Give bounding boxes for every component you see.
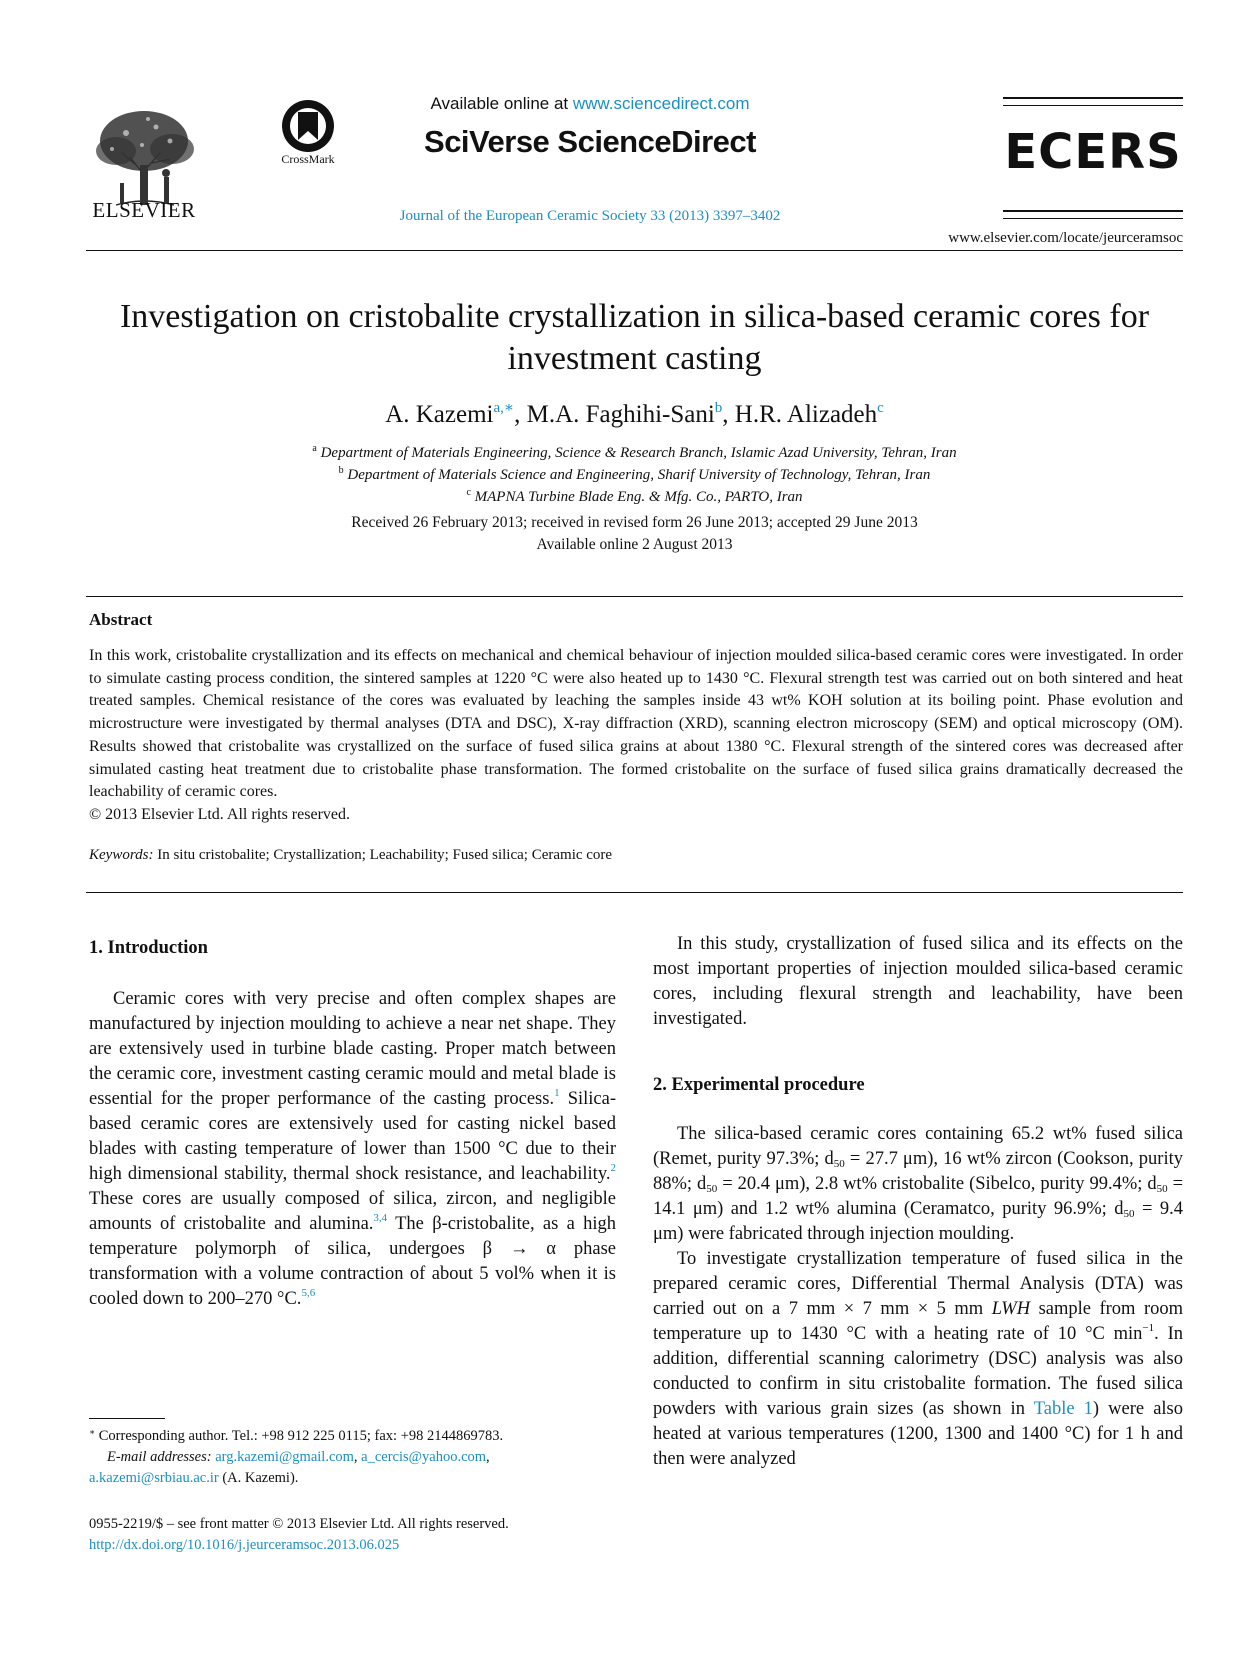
intro-paragraph-2: In this study, crystallization of fused silica and its effects on the most important properties of injection moulded silica-based ceramic cores, including flexural strength and leachability, have been investigated. xyxy=(653,934,1183,1029)
affiliation-mark: c xyxy=(466,487,471,498)
affiliation-text: Department of Materials Engineering, Science & Research Branch, Islamic Azad University, Tehran, Iran xyxy=(320,445,957,461)
section-heading-experimental: 2. Experimental procedure xyxy=(653,1075,865,1095)
text-run: ) were also heated at various temperatures (1200, 1300 and 1400 °C) for 1 h and then were analyzed xyxy=(653,1399,1183,1469)
header-divider xyxy=(86,250,1183,251)
text-run: The β-cristobalite, as a high temperature polymorph of silica, undergoes β → α phase transformation with a volume contraction of about 5 vol% when it is cooled down to 200–270 °C. xyxy=(89,1214,616,1309)
text-run: sample from room temperature up to 1430 °C with a heating rate of 10 °C min xyxy=(653,1299,1184,1344)
text-run: = 14.1 μm) and 1.2 wt% alumina (Ceramatco, purity 96.9%; d xyxy=(653,1174,1183,1219)
text-run: = 20.4 μm), 2.8 wt% cristobalite (Sibelco, purity 99.4%; d xyxy=(717,1174,1157,1194)
author-separator: , xyxy=(514,401,527,428)
author-affiliation-mark[interactable]: b xyxy=(714,400,723,416)
available-online-date: Available online 2 August 2013 xyxy=(536,536,733,553)
experimental-body xyxy=(653,1122,1183,1472)
experimental-paragraph-2 xyxy=(653,1247,1183,1472)
article-title xyxy=(86,296,1183,380)
reference-link[interactable]: 2 xyxy=(610,1162,616,1174)
text-run-italic: LWH xyxy=(991,1299,1031,1319)
ecers-rule-bottom xyxy=(1003,210,1183,219)
email-link[interactable]: a.kazemi@srbiau.ac.ir xyxy=(89,1470,219,1486)
abstract-text: In this work, cristobalite crystallization and its effects on mechanical and chemical behaviour of injection moulded silica-based ceramic cores were investigated. In order to simulate casting process condition, the sintered samples at 1220 °C were also heated up to 1430 °C. Flexural strength test was carried out on both sintered and heat treated samples. Chemical resistance of the cores was evaluated by leaching the samples inside 43 wt% KOH solution at its boiling point. Phase evolution and microstructure were investigated by thermal analyses (DTA and DSC), X-ray diffraction (XRD), scanning electron microscopy (SEM) and optical microscopy (OM). Results showed that cristobalite was crystallized on the surface of fused silica grains at about 1380 °C. Flexural strength of the sintered cores was decreased after simulated casting heat treatment due to cristobalite phase transformation. The formed cristobalite on the surface of fused silica grains dramatically decreased the leachability of ceramic cores. xyxy=(89,647,1183,801)
title-line-1: Investigation on cristobalite crystallization in silica-based ceramic cores for xyxy=(119,298,1150,335)
affiliation-b xyxy=(86,465,1183,484)
introduction-body xyxy=(89,987,616,1312)
keywords-label: Keywords: xyxy=(89,847,154,863)
author-affiliation-mark[interactable]: c xyxy=(877,400,884,416)
footnote-rule xyxy=(89,1418,165,1419)
issn-line: 0955-2219/$ – see front matter © 2013 Elsevier Ltd. All rights reserved. xyxy=(89,1516,509,1532)
crossmark-label: CrossMark xyxy=(281,152,335,166)
email-label: E-mail addresses: xyxy=(107,1449,212,1465)
journal-citation-link[interactable]: Journal of the European Ceramic Society 33 (2013) 3397–3402 xyxy=(399,208,781,224)
keywords-line xyxy=(89,847,1183,864)
abstract-bottom-rule xyxy=(86,892,1183,893)
sciencedirect-link[interactable]: www.sciencedirect.com xyxy=(572,94,750,113)
crossmark-icon[interactable] xyxy=(280,98,336,154)
footnote-line xyxy=(89,1426,629,1447)
subscript: 50 xyxy=(706,1183,718,1195)
email-line xyxy=(89,1468,629,1489)
available-online-line xyxy=(380,94,800,114)
author-list xyxy=(86,398,1183,429)
author-name: M.A. Faghihi-Sani xyxy=(526,401,715,428)
available-prefix: Available online at xyxy=(430,94,573,113)
email-link[interactable]: a_cercis@yahoo.com xyxy=(361,1449,487,1465)
reference-link[interactable]: 3,4 xyxy=(373,1212,388,1224)
ecers-rule-top xyxy=(1003,97,1183,106)
email-owner: (A. Kazemi). xyxy=(218,1470,299,1486)
reference-link[interactable]: 5,6 xyxy=(301,1287,316,1299)
subscript: 50 xyxy=(833,1158,845,1170)
affiliation-c xyxy=(86,487,1183,506)
abstract-heading: Abstract xyxy=(89,610,153,629)
intro-paragraph xyxy=(89,987,616,1312)
text-run: Ceramic cores with very precise and often complex shapes are manufactured by injection moulding to achieve a near net shape. They are extensively used in turbine blade casting. Proper match between the ceramic core, investment casting ceramic mould and metal blade is essential for the proper performance of the casting process. xyxy=(89,989,616,1109)
email-link[interactable]: arg.kazemi@gmail.com xyxy=(215,1449,354,1465)
experimental-paragraph-1 xyxy=(653,1122,1183,1247)
journal-homepage-url[interactable]: www.elsevier.com/locate/jeurceramsoc xyxy=(948,230,1183,246)
subscript: 50 xyxy=(1123,1208,1135,1220)
table-1-link[interactable]: Table 1 xyxy=(1033,1399,1093,1419)
introduction-continued xyxy=(653,932,1183,1032)
elsevier-wordmark: ELSEVIER xyxy=(92,198,196,222)
affiliation-mark: a xyxy=(312,443,317,454)
footnote-text: Corresponding author. Tel.: +98 912 225 0115; fax: +98 2144869783. xyxy=(95,1428,504,1444)
text-run: = 27.7 μm), 16 wt% zircon (Cookson, purity 88%; d xyxy=(653,1149,1183,1194)
author-separator: , xyxy=(722,401,735,428)
section-heading-introduction: 1. Introduction xyxy=(89,938,208,958)
text-run: To investigate crystallization temperature of fused silica in the prepared ceramic cores, Differential Thermal Analysis (DTA) was carried out on a 7 mm × 7 mm × 5 mm xyxy=(653,1249,1183,1319)
footnote-mark: ∗ xyxy=(89,1427,96,1437)
superscript: −1 xyxy=(1142,1322,1155,1334)
text-run: . In addition, differential scanning calorimetry (DSC) analysis was also conducted to confirm in situ cristobalite formation. The fused silica powders with various grain sizes (as shown in xyxy=(653,1324,1183,1419)
corresponding-author-footnote xyxy=(89,1426,629,1489)
title-line-2: investment casting xyxy=(507,340,762,377)
received-dates: Received 26 February 2013; received in revised form 26 June 2013; accepted 29 June 2013 xyxy=(351,514,918,531)
ecers-journal-logo: ECERS xyxy=(1004,124,1182,180)
affiliation-mark: b xyxy=(338,465,344,476)
author-name: A. Kazemi xyxy=(385,401,494,428)
abstract-body xyxy=(89,645,1183,827)
affiliation-text: Department of Materials Science and Engineering, Sharif University of Technology, Tehran, Iran xyxy=(347,467,931,483)
text-run: Silica-based ceramic cores are extensively used for casting nickel based blades with casting temperature of lower than 1500 °C due to their high dimensional stability, thermal shock resistance, and leachability. xyxy=(89,1089,616,1184)
sciverse-sciencedirect-logo: SciVerse ScienceDirect xyxy=(424,124,756,159)
author-name: H.R. Alizadeh xyxy=(734,401,878,428)
abstract-copyright: © 2013 Elsevier Ltd. All rights reserved. xyxy=(89,805,350,823)
subscript: 50 xyxy=(1156,1183,1168,1195)
keywords-list: In situ cristobalite; Crystallization; Leachability; Fused silica; Ceramic core xyxy=(157,847,613,863)
email-line: E-mail addresses: arg.kazemi@gmail.com, a_cercis@yahoo.com, xyxy=(107,1449,490,1465)
text-run: = 9.4 μm) were fabricated through injection moulding. xyxy=(653,1199,1183,1244)
text-run: The silica-based ceramic cores containing 65.2 wt% fused silica (Remet, purity 97.3%; d xyxy=(653,1124,1183,1169)
affiliation-a xyxy=(86,443,1183,462)
reference-link[interactable]: 1 xyxy=(554,1087,560,1099)
text-run: These cores are usually composed of silica, zircon, and negligible amounts of cristobalite and alumina. xyxy=(89,1189,616,1234)
affiliation-text: MAPNA Turbine Blade Eng. & Mfg. Co., PARTO, Iran xyxy=(474,489,803,505)
doi-link[interactable]: http://dx.doi.org/10.1016/j.jeurceramsoc.2013.06.025 xyxy=(89,1537,400,1553)
issn-block xyxy=(89,1514,649,1556)
abstract-top-rule xyxy=(86,596,1183,597)
author-affiliation-mark[interactable]: a,∗ xyxy=(493,400,515,416)
